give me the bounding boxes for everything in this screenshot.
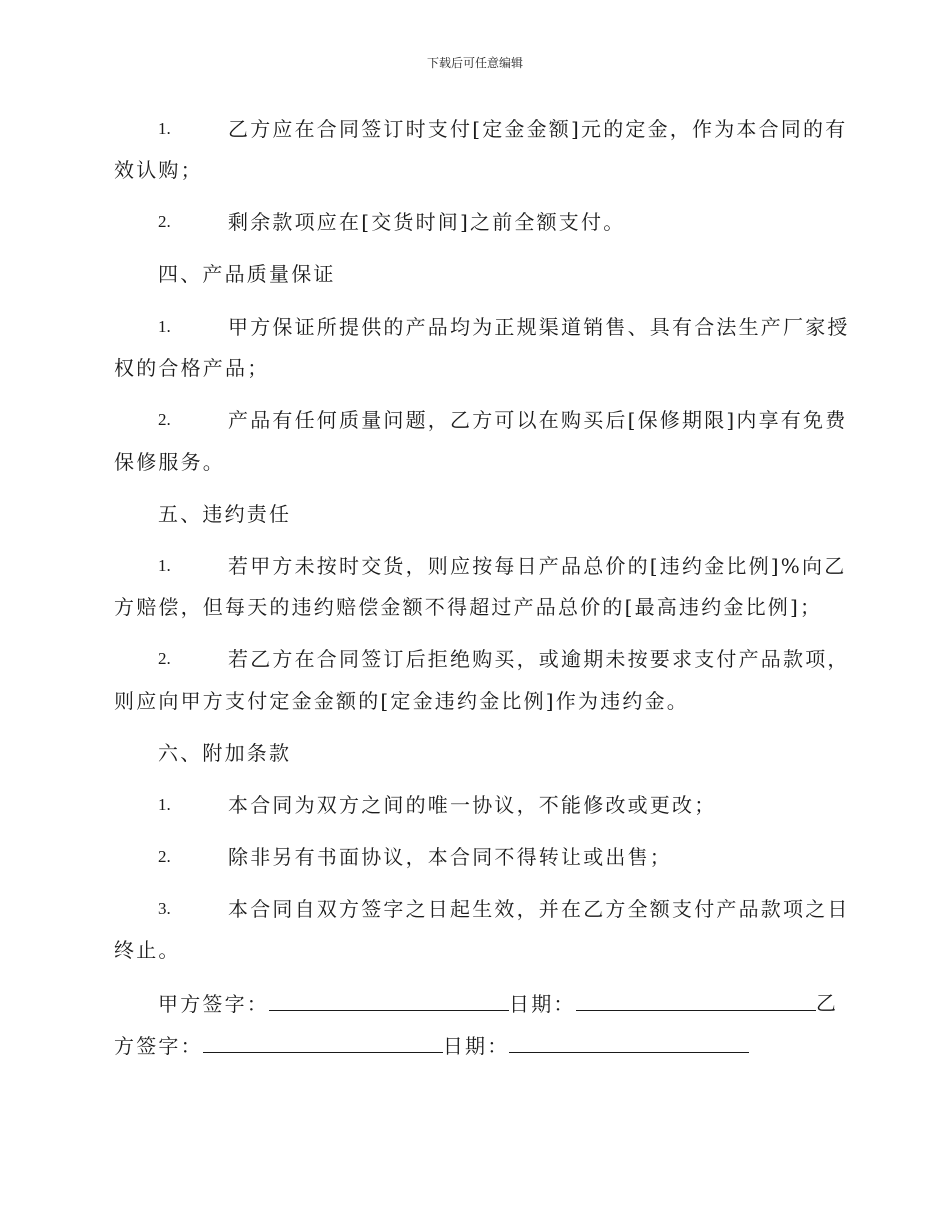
item-text: 产品有任何质量问题，乙方可以在购买后[保修期限]内享有免费: [228, 408, 848, 432]
item-text: 若甲方未按时交货，则应按每日产品总价的[违约金比例]%向乙: [228, 554, 847, 578]
download-note: 下载后可任意编辑: [426, 56, 523, 70]
item-continuation: 权的合格产品；: [114, 356, 270, 380]
item-text: 剩余款项应在[交货时间]之前全额支付。: [228, 210, 626, 234]
item-number: 3.: [158, 899, 171, 918]
item-continuation: 效认购；: [114, 158, 203, 182]
item-text: 本合同自双方签字之日起生效，并在乙方全额支付产品款项之日: [228, 897, 850, 921]
party-b-signature-field[interactable]: [203, 1032, 443, 1053]
item-number: 2.: [158, 649, 171, 668]
party-b-label-start: 乙: [816, 991, 839, 1015]
item-continuation: 保修服务。: [114, 450, 225, 474]
item-continuation: 终止。: [114, 938, 181, 962]
section-heading: 四、产品质量保证: [158, 262, 336, 286]
item-text: 若乙方在合同签订后拒绝购买，或逾期未按要求支付产品款项，: [228, 647, 850, 671]
date-label: 日期：: [509, 992, 576, 1016]
item-number: 2.: [158, 212, 171, 231]
signature-row-2: [114, 1032, 749, 1059]
item-text: 本合同为双方之间的唯一协议，不能修改或更改；: [228, 793, 717, 817]
item-continuation: 则应向甲方支付定金金额的[定金违约金比例]作为违约金。: [114, 689, 690, 713]
item-number: 2.: [158, 847, 171, 866]
section-heading: 六、附加条款: [158, 741, 292, 765]
item-continuation: 方赔偿，但每天的违约赔偿金额不得超过产品总价的[最高违约金比例]；: [114, 595, 823, 619]
item-number: 1.: [158, 795, 171, 814]
item-number: 1.: [158, 556, 171, 575]
party-b-signature-label: 方签字：: [114, 1034, 203, 1058]
party-a-signature-label: 甲方签字：: [158, 992, 269, 1016]
party-b-date-field[interactable]: [509, 1032, 749, 1053]
section-heading: 五、违约责任: [158, 502, 292, 526]
signature-row-1: [158, 990, 816, 1017]
item-number: 2.: [158, 410, 171, 429]
item-number: 1.: [158, 119, 171, 138]
date-label: 日期：: [442, 1034, 510, 1058]
item-text: 甲方保证所提供的产品均为正规渠道销售、具有合法生产厂家授: [228, 315, 850, 339]
party-a-date-field[interactable]: [576, 990, 816, 1011]
item-text: 乙方应在合同签订时支付[定金金额]元的定金，作为本合同的有: [228, 117, 848, 141]
item-text: 除非另有书面协议，本合同不得转让或出售；: [228, 845, 672, 869]
party-a-signature-field[interactable]: [269, 990, 509, 1011]
item-number: 1.: [158, 317, 171, 336]
